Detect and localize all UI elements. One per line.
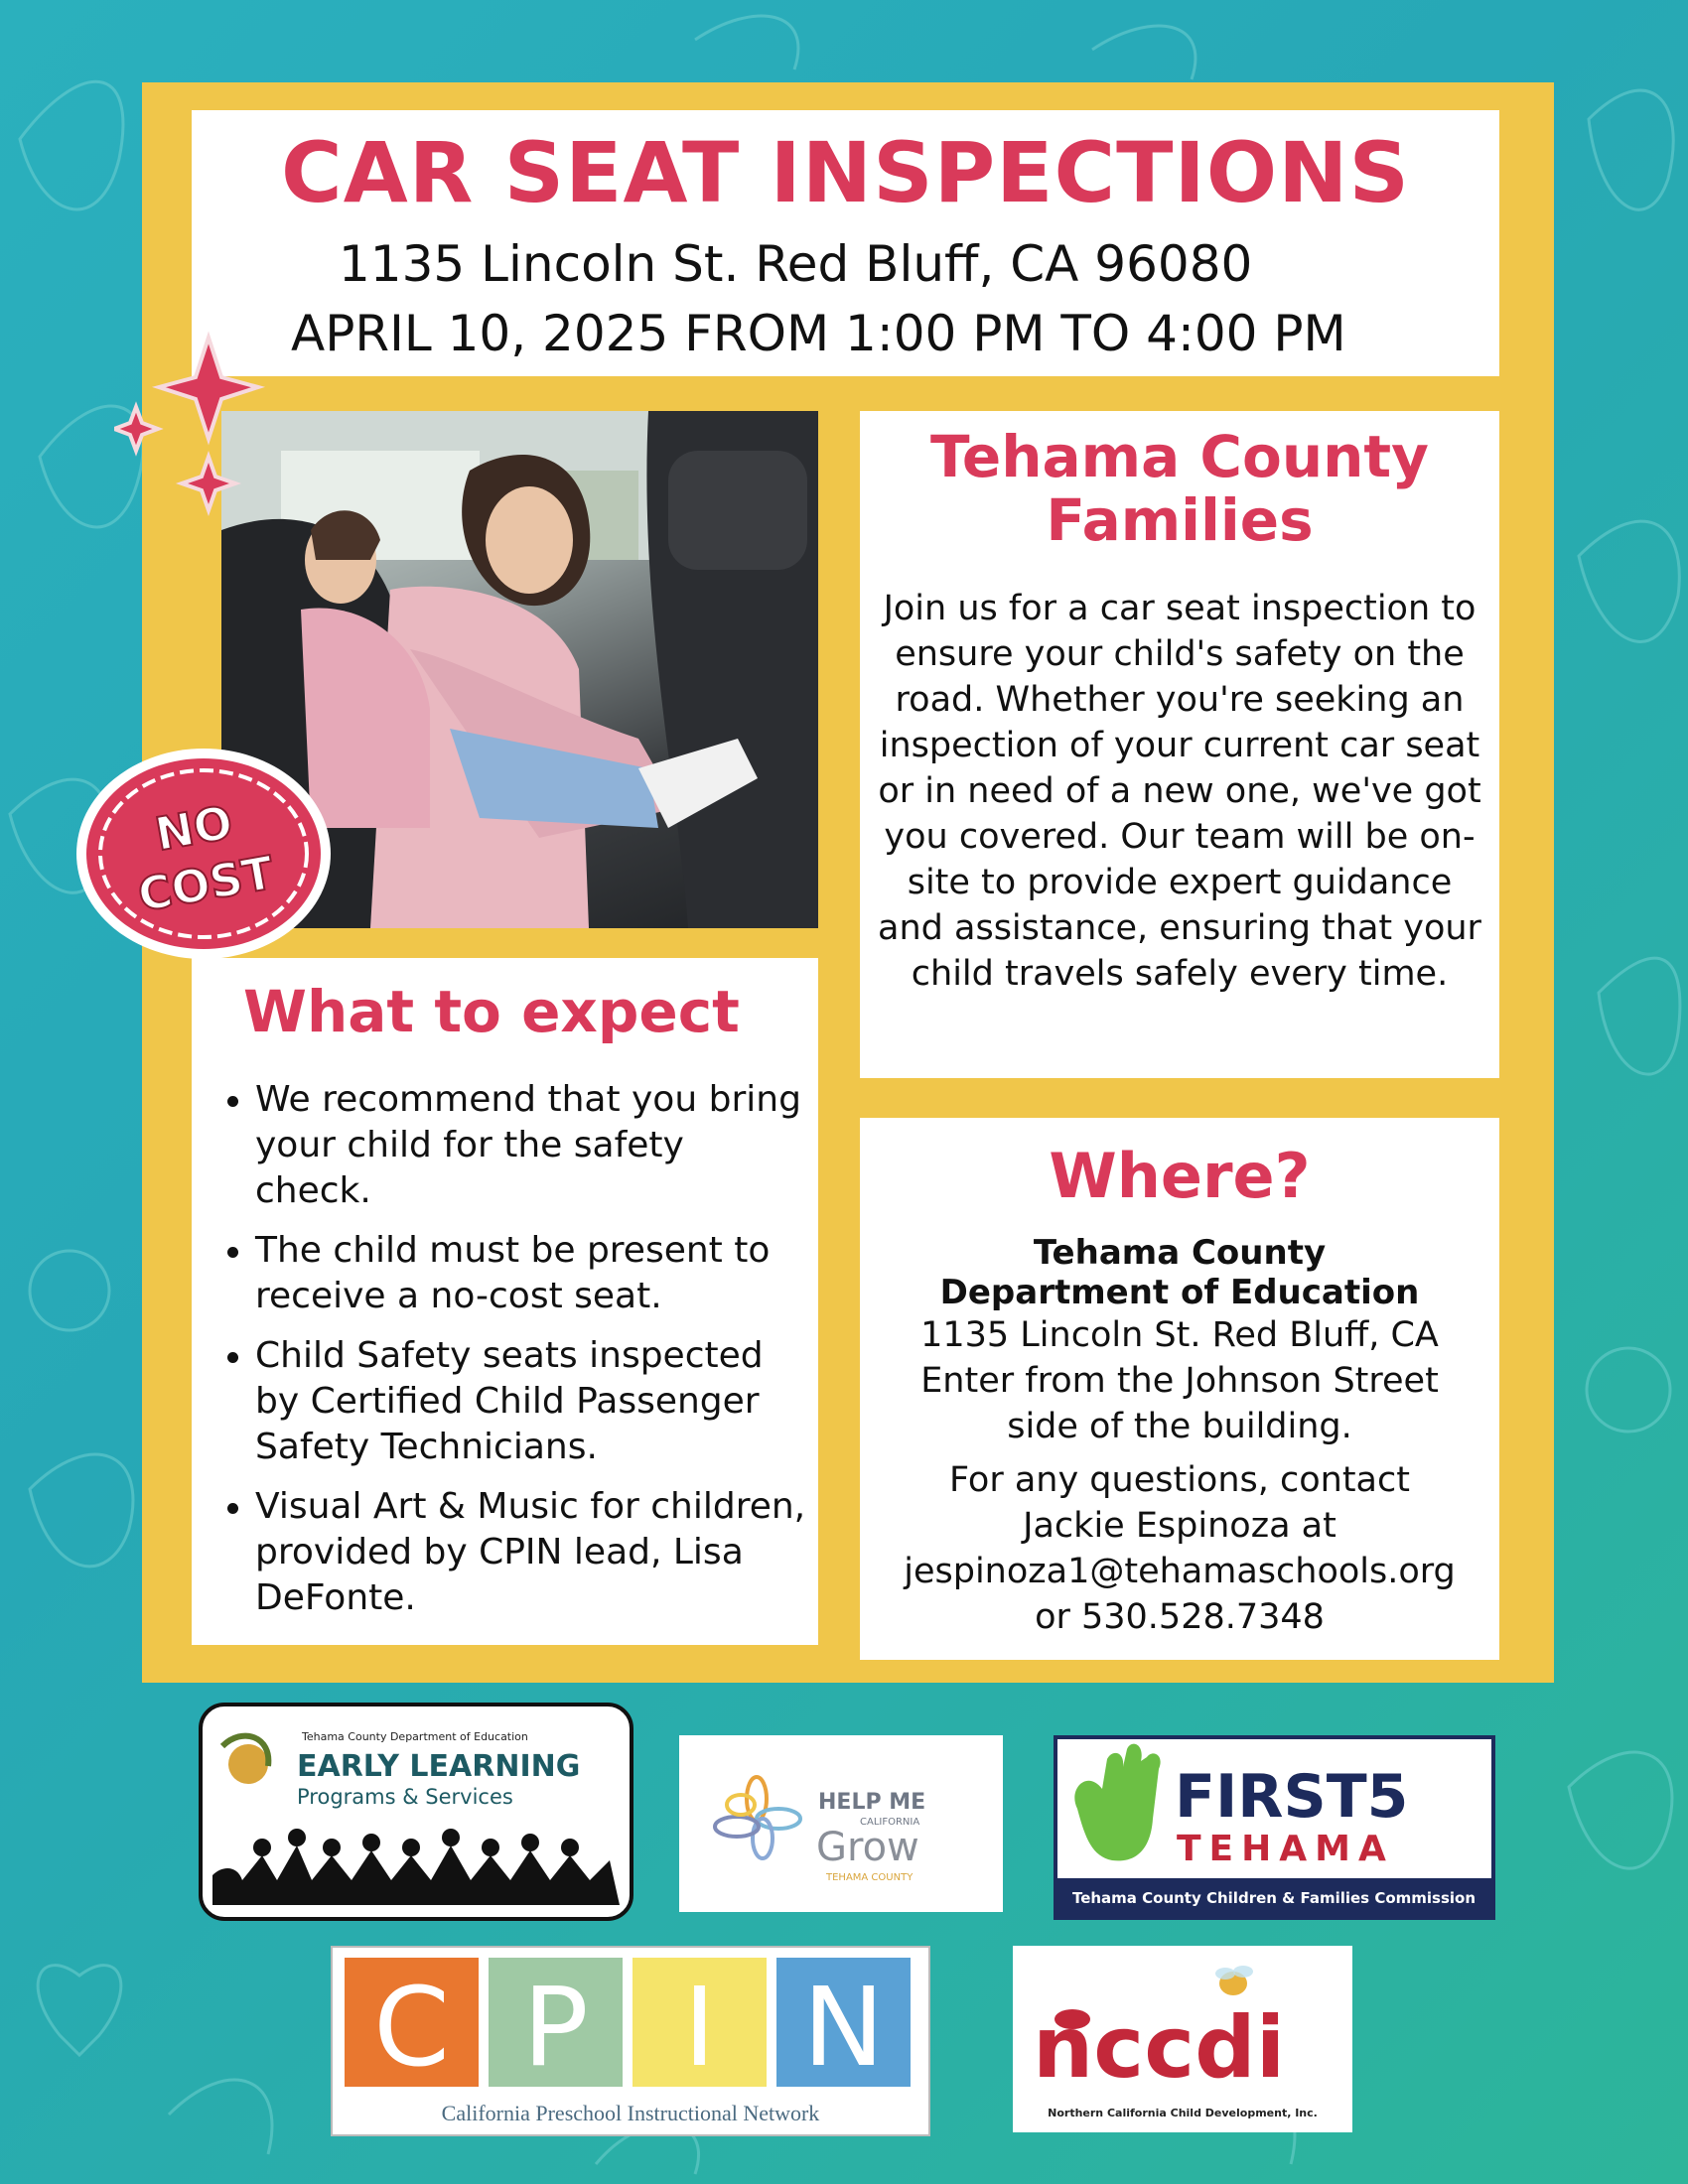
where-address <box>860 1312 1499 1449</box>
early-learning-main-text: EARLY LEARNING <box>297 1749 581 1784</box>
contact-line2: Jackie Espinoza at <box>1023 1506 1336 1546</box>
cpin-letter: C <box>373 1964 450 2091</box>
nccdi-sub: Northern California Child Development, Inc. <box>1048 2107 1318 2119</box>
where-contact <box>860 1457 1499 1640</box>
early-learning-logo <box>199 1703 633 1921</box>
families-description: Join us for a car seat inspection to ensure your child's safety on the road. Whether you're seeking an inspection of your current car seat or in need of a new one, we've got you covered. Our team will be on-site to provide expert guidance and assistance, ensuring that your child travels safely every time. <box>878 589 1481 994</box>
event-address: 1135 Lincoln St. Red Bluff, CA 96080 <box>339 235 1253 293</box>
families-heading-line2: Families <box>1046 486 1314 554</box>
nccdi-main: nccdi <box>1033 1998 1286 2098</box>
where-org-line1: Tehama County <box>1033 1233 1327 1273</box>
where-organization <box>860 1233 1499 1312</box>
hmg-grow: Grow <box>816 1825 919 1870</box>
where-heading: Where? <box>1049 1140 1311 1212</box>
hmg-state: CALIFORNIA <box>860 1817 920 1828</box>
no-cost-badge-line2: COST <box>133 845 278 922</box>
where-addr-line2: Enter from the Johnson Street <box>920 1361 1439 1401</box>
no-cost-badge-line1: NO <box>151 794 237 862</box>
families-panel <box>860 411 1499 1078</box>
first5-main: FIRST5 <box>1175 1762 1409 1832</box>
first5-sub: Tehama County Children & Families Commission <box>1071 1889 1477 1907</box>
header-panel <box>192 110 1499 376</box>
where-panel <box>860 1118 1499 1660</box>
cpin-subtitle: California Preschool Instructional Network <box>441 2101 820 2125</box>
families-heading <box>860 425 1499 552</box>
hmg-help-me: HELP ME <box>818 1790 926 1815</box>
cpin-letter: P <box>522 1964 589 2091</box>
expect-item: We recommend that you bring your child for the safety check. <box>221 1077 807 1214</box>
cpin-letter: N <box>802 1964 885 2091</box>
help-me-grow-logo <box>679 1735 1003 1912</box>
expect-item: Child Safety seats inspected by Certified Child Passenger Safety Technicians. <box>221 1333 807 1470</box>
contact-email[interactable]: jespinoza1@tehamaschools.org <box>904 1552 1456 1591</box>
hmg-county: TEHAMA COUNTY <box>826 1872 914 1883</box>
where-addr-line3: side of the building. <box>1007 1407 1352 1446</box>
first5-county: TEHAMA <box>1177 1829 1394 1869</box>
first5-tehama-logo <box>1054 1735 1495 1920</box>
contact-line1: For any questions, contact <box>949 1460 1410 1500</box>
expect-item: The child must be present to receive a no-cost seat. <box>221 1228 807 1319</box>
where-org-line2: Department of Education <box>939 1273 1420 1312</box>
event-title: CAR SEAT INSPECTIONS <box>281 124 1410 221</box>
where-addr-line1: 1135 Lincoln St. Red Bluff, CA <box>920 1315 1439 1355</box>
early-learning-small-text: Tehama County Department of Education <box>302 1730 528 1743</box>
expect-item: Visual Art & Music for children, provided by CPIN lead, Lisa DeFonte. <box>221 1484 807 1621</box>
families-heading-line1: Tehama County <box>930 423 1429 490</box>
nccdi-logo <box>1013 1946 1352 2132</box>
contact-phone[interactable]: or 530.528.7348 <box>1035 1597 1325 1637</box>
expect-list <box>221 1077 807 1635</box>
sparkle-icon <box>114 328 273 526</box>
cpin-letter: I <box>683 1964 716 2091</box>
what-to-expect-panel <box>192 958 818 1645</box>
what-to-expect-heading: What to expect <box>243 978 740 1045</box>
cpin-logo <box>331 1946 930 2136</box>
event-date-time: APRIL 10, 2025 FROM 1:00 PM TO 4:00 PM <box>291 305 1346 362</box>
early-learning-sub-text: Programs & Services <box>297 1785 513 1809</box>
no-cost-badge <box>70 745 338 963</box>
